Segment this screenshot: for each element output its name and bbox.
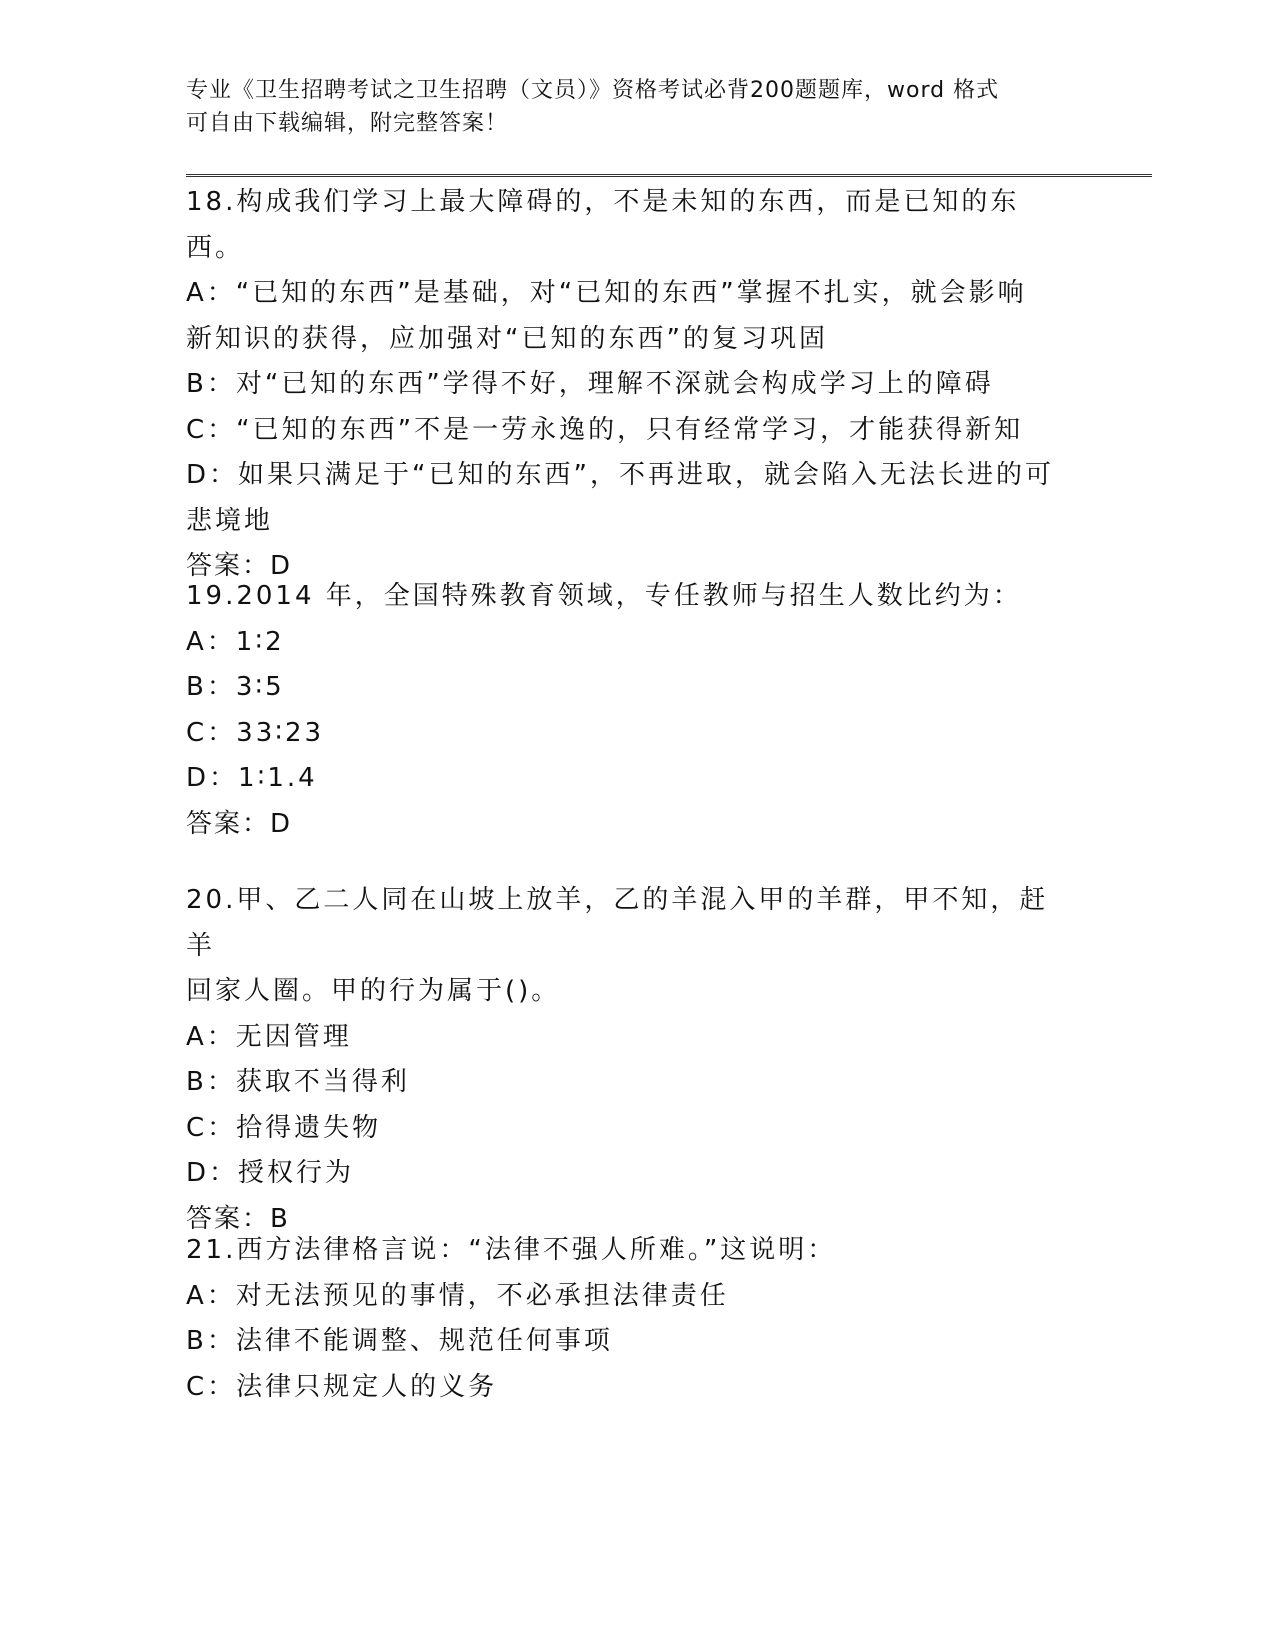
option-d: D：授权行为 (186, 1158, 355, 1188)
question-stem: 18.构成我们学习上最大障碍的，不是未知的东西，而是已知的东西。 (186, 187, 1020, 263)
option-c: C：“已知的东西”不是一劳永逸的，只有经常学习，才能获得新知 (186, 414, 1024, 445)
option-b: B：法律不能调整、规范任何事项 (186, 1326, 613, 1356)
answer: 答案：D (186, 808, 293, 839)
question-stem: 20.甲、乙二人同在山坡上放羊，乙的羊混入甲的羊群，甲不知，赶羊 (186, 885, 1049, 961)
question-20 (186, 878, 1066, 1242)
option-a: A：对无法预见的事情，不必承担法律责任 (186, 1280, 729, 1311)
question-stem: 21.西方法律格言说：“法律不强人所难。”这说明： (186, 1235, 837, 1265)
option-b: B：3∶5 (186, 672, 285, 702)
question-stem-cont: 回家人圈。甲的行为属于()。 (186, 976, 561, 1006)
option-c: C：33∶23 (186, 717, 325, 748)
option-d: D：1∶1.4 (186, 763, 318, 793)
option-a: A：无因管理 (186, 1021, 352, 1052)
option-d-cont: 悲境地 (186, 505, 274, 536)
option-a: A：“已知的东西”是基础，对“已知的东西”掌握不扎实，就会影响 (186, 278, 1027, 308)
option-c: C：法律只规定人的义务 (186, 1371, 498, 1402)
option-b: B：对“已知的东西”学得不好，理解不深就会构成学习上的障碍 (186, 369, 994, 399)
header-line-2: 可自由下载编辑，附完整答案！ (186, 111, 509, 136)
answer: 答案：B (186, 1203, 290, 1234)
question-stem: 19.2014 年，全国特殊教育领域，专任教师与招生人数比约为： (186, 581, 1022, 611)
question-19 (186, 574, 1066, 847)
document-header (186, 74, 1066, 140)
option-a-cont: 新知识的获得，应加强对“已知的东西”的复习巩固 (186, 323, 828, 354)
header-line-1: 专业《卫生招聘考试之卫生招聘（文员）》资格考试必背200题题库，word 格式 (186, 78, 1000, 103)
option-a: A：1∶2 (186, 626, 285, 657)
option-b: B：获取不当得利 (186, 1067, 410, 1097)
option-c: C：拾得遗失物 (186, 1112, 382, 1143)
question-18 (186, 180, 1066, 590)
answer: 答案：D (186, 551, 293, 581)
option-d: D：如果只满足于“已知的东西”，不再进取，就会陷入无法长进的可 (186, 460, 1054, 490)
question-21 (186, 1228, 1066, 1410)
